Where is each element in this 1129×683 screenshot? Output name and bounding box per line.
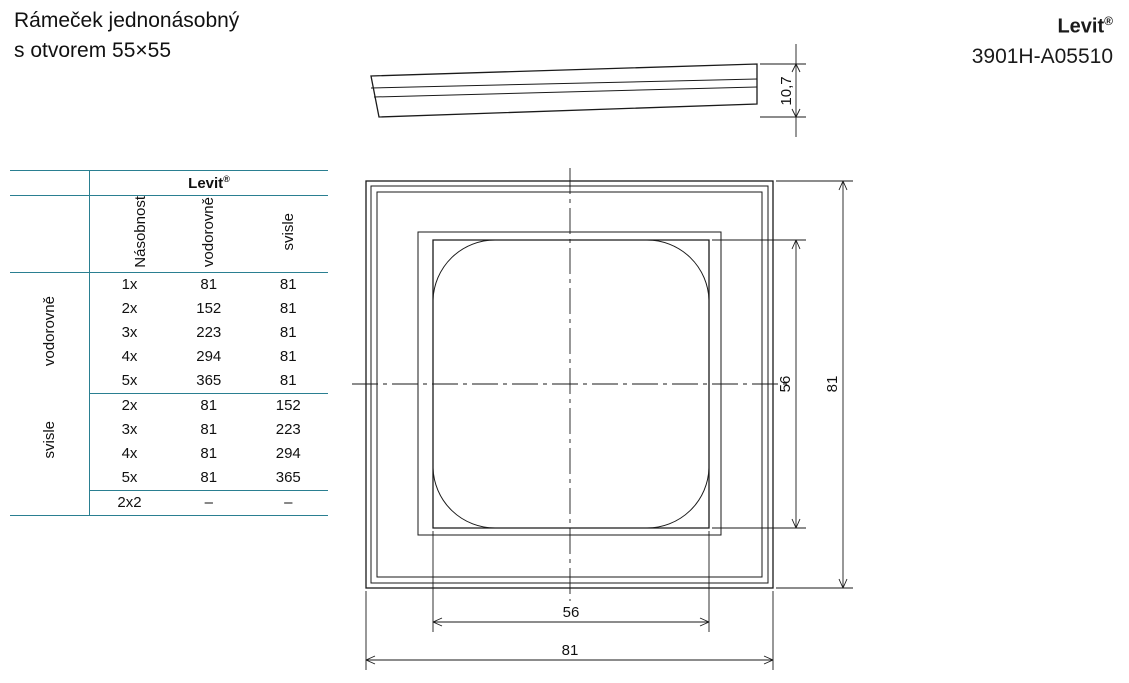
cell-hor: 294 [196,348,222,366]
cell-mult: 4x [90,345,170,369]
cell-mult: 5x [90,369,170,394]
cell-hor: 152 [196,300,222,318]
cell-ver: 81 [279,324,297,342]
registered-mark-icon: ® [1104,14,1113,28]
dimension-thickness [760,44,806,137]
header-horizontal-label: vodorovně [200,196,218,267]
cell-mult: 1x [90,272,170,297]
title-line-1: Rámeček jednonásobný [14,9,240,32]
brand-header-label: Levit [188,175,224,192]
cell-ver: 81 [279,300,297,318]
header-vertical-label: svisle [279,213,297,251]
cell-hor: 81 [169,466,249,491]
cell-ver: – [249,490,329,515]
cell-mult: 4x [90,442,170,466]
cell-ver: 152 [275,397,301,415]
side-view [371,64,757,117]
cell-hor: 81 [200,421,218,439]
cell-hor: 223 [196,324,222,342]
group-horizontal-label: vodorovně [41,295,58,366]
dimension-outer-height-label: 81 [824,375,841,393]
dimension-opening-width [433,531,709,632]
cell-mult: 3x [90,418,170,442]
front-view [352,168,789,601]
cell-hor: 365 [169,369,249,394]
cell-hor: 81 [169,272,249,297]
cell-hor: – [169,490,249,515]
cell-ver: 223 [275,421,301,439]
registered-mark-icon: ® [223,174,230,184]
cell-mult: 3x [90,321,170,345]
cell-hor: 81 [200,445,218,463]
cell-mult: 2x [90,393,170,418]
cell-hor: 81 [200,397,218,415]
cell-ver: 294 [275,445,301,463]
cell-ver: 81 [249,272,329,297]
title-line-2: s otvorem 55×55 [14,39,172,62]
group-vertical-label: svisle [41,420,58,459]
product-code: 3901H-A05510 [971,44,1113,68]
dimension-opening-width-label: 56 [562,604,580,621]
dimension-thickness-label: 10,7 [778,76,795,106]
cell-mult: 2x [90,297,170,321]
dimension-outer-width-label: 81 [561,642,579,659]
cell-mult: 5x [90,466,170,491]
cell-ver: 81 [249,369,329,394]
cell-ver: 81 [279,348,297,366]
dimension-opening-height-label: 56 [777,375,794,393]
cell-ver: 365 [249,466,329,491]
dimension-outer-width [366,591,773,670]
cell-mult: 2x2 [90,490,170,515]
header-multiplicity-label: Násobnost [132,196,149,268]
brand-name-text: Levit [1057,15,1105,38]
